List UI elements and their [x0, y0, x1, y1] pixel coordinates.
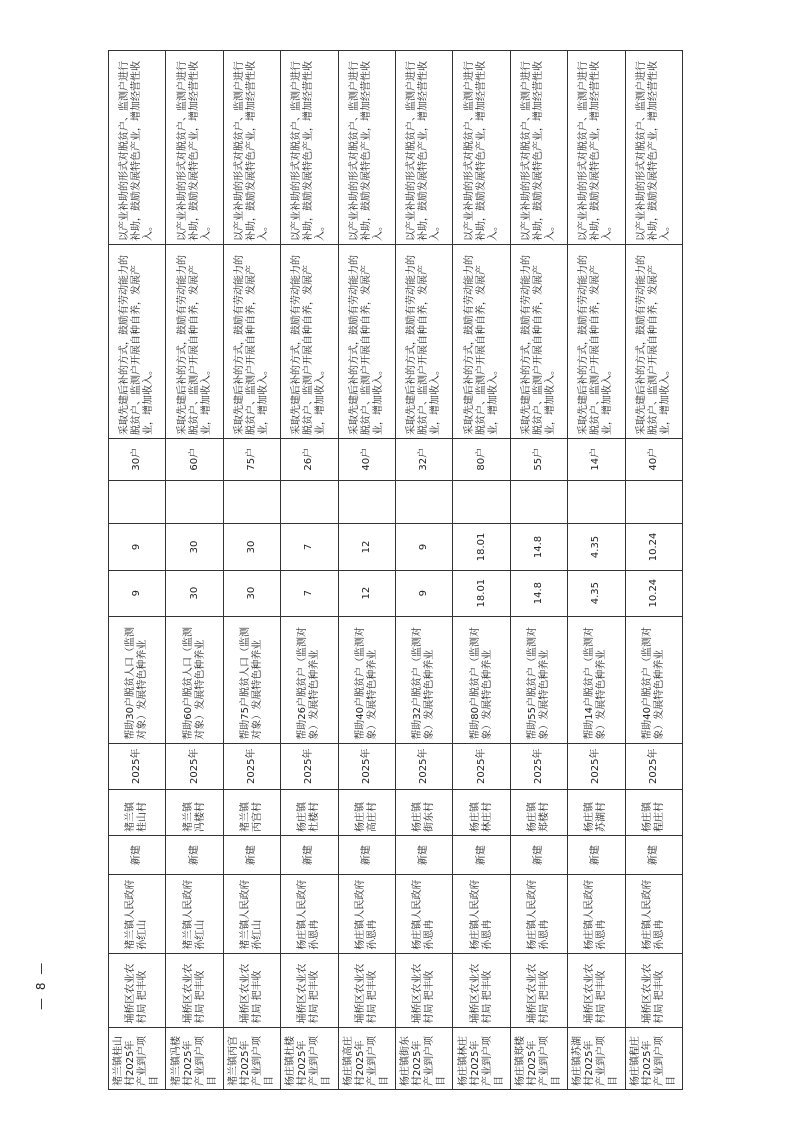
total-investment-cell: 12 — [338, 570, 395, 616]
construction-content-cell: 帮助40户脱贫户（监测对象）发展特色种养业 — [338, 616, 395, 743]
benefit-mechanism-cell: 采取先建后补的方式，鼓励有劳动能力的脱贫户、监测户开展自种自养，发展产业，增加收入。 — [625, 245, 682, 439]
supervising-dept-cell: 埇桥区农业农村局 把丰收 — [453, 953, 510, 1027]
other-fund-cell — [109, 480, 166, 524]
other-fund-cell — [625, 480, 682, 524]
construction-type-cell: 新建 — [453, 836, 510, 875]
performance-goal-cell: 以产业补助的形式对脱贫户、监测户进行补助，鼓励发展特色产业，增加经营性收入。 — [568, 51, 625, 245]
construction-type-cell: 新建 — [510, 836, 567, 875]
construction-content-cell: 帮助14户脱贫户（监测对象）发展特色种养业 — [568, 616, 625, 743]
construction-type-cell: 新建 — [625, 836, 682, 875]
benefit-mechanism-cell: 采取先建后补的方式，鼓励有劳动能力的脱贫户、监测户开展自种自养，发展产业，增加收入。 — [453, 245, 510, 439]
completion-year-cell: 2025年 — [109, 743, 166, 789]
project-name-cell: 褚兰镇桂山村2025年产业到户项目 — [109, 1027, 166, 1089]
beneficiaries-cell: 32户 — [395, 438, 452, 480]
location-cell: 杨庄镇街东村 — [395, 789, 452, 835]
total-investment-cell: 14.8 — [510, 570, 567, 616]
table-row — [166, 51, 223, 1090]
construction-content-cell: 帮助40户脱贫户（监测对象）发展特色种养业 — [625, 616, 682, 743]
fiscal-fund-cell: 9 — [395, 524, 452, 570]
project-name-cell: 褚兰镇冯楼村2025年产业到户项目 — [166, 1027, 223, 1089]
project-name-cell: 杨庄镇林庄村2025年产业到户项目 — [453, 1027, 510, 1089]
completion-year-cell: 2025年 — [281, 743, 338, 789]
completion-year-cell: 2025年 — [223, 743, 280, 789]
beneficiaries-cell: 75户 — [223, 438, 280, 480]
table-row — [510, 51, 567, 1090]
performance-goal-cell: 以产业补助的形式对脱贫户、监测户进行补助，鼓励发展特色产业，增加经营性收入。 — [166, 51, 223, 245]
performance-goal-cell: 以产业补助的形式对脱贫户、监测户进行补助，鼓励发展特色产业，增加经营性收入。 — [625, 51, 682, 245]
supervising-dept-cell: 埇桥区农业农村局 把丰收 — [510, 953, 567, 1027]
total-investment-cell: 30 — [223, 570, 280, 616]
supervising-dept-cell: 埇桥区农业农村局 把丰收 — [395, 953, 452, 1027]
total-investment-cell: 9 — [395, 570, 452, 616]
other-fund-cell — [166, 480, 223, 524]
project-name-cell: 杨庄镇郑楼村2025年产业到户项目 — [510, 1027, 567, 1089]
other-fund-cell — [223, 480, 280, 524]
completion-year-cell: 2025年 — [395, 743, 452, 789]
fiscal-fund-cell: 4.35 — [568, 524, 625, 570]
supervising-dept-cell: 埇桥区农业农村局 把丰收 — [568, 953, 625, 1027]
location-cell: 褚兰镇冯楼村 — [166, 789, 223, 835]
construction-type-cell: 新建 — [166, 836, 223, 875]
performance-goal-cell: 以产业补助的形式对脱贫户、监测户进行补助，鼓励发展特色产业，增加经营性收入。 — [109, 51, 166, 245]
table-row — [395, 51, 452, 1090]
project-name-cell: 杨庄镇苏湖村2025年产业到户项目 — [568, 1027, 625, 1089]
other-fund-cell — [510, 480, 567, 524]
construction-content-cell: 帮助30户脱贫人口（监测对象）发展特色种养业 — [109, 616, 166, 743]
other-fund-cell — [453, 480, 510, 524]
construction-content-cell: 帮助80户脱贫户（监测对象）发展特色种养业 — [453, 616, 510, 743]
benefit-mechanism-cell: 采取先建后补的方式，鼓励有劳动能力的脱贫户、监测户开展自种自养，发展产业，增加收入。 — [281, 245, 338, 439]
location-cell: 杨庄镇程庄村 — [625, 789, 682, 835]
implementing-unit-cell: 杨庄镇人民政府孙恩冉 — [453, 875, 510, 954]
total-investment-cell: 30 — [166, 570, 223, 616]
implementing-unit-cell: 褚兰镇人民政府孙红山 — [166, 875, 223, 954]
beneficiaries-cell: 40户 — [625, 438, 682, 480]
benefit-mechanism-cell: 采取先建后补的方式，鼓励有劳动能力的脱贫户、监测户开展自种自养，发展产业，增加收入。 — [223, 245, 280, 439]
table-row — [281, 51, 338, 1090]
performance-goal-cell: 以产业补助的形式对脱贫户、监测户进行补助，鼓励发展特色产业，增加经营性收入。 — [338, 51, 395, 245]
supervising-dept-cell: 埇桥区农业农村局 把丰收 — [223, 953, 280, 1027]
beneficiaries-cell: 55户 — [510, 438, 567, 480]
performance-goal-cell: 以产业补助的形式对脱贫户、监测户进行补助，鼓励发展特色产业，增加经营性收入。 — [510, 51, 567, 245]
project-table — [108, 50, 683, 1090]
table-row — [338, 51, 395, 1090]
project-name-cell: 杨庄镇高庄村2025年产业到户项目 — [338, 1027, 395, 1089]
table-row — [568, 51, 625, 1090]
supervising-dept-cell: 埇桥区农业农村局 把丰收 — [109, 953, 166, 1027]
table-row — [109, 51, 166, 1090]
implementing-unit-cell: 褚兰镇人民政府孙红山 — [223, 875, 280, 954]
location-cell: 杨庄镇高庄村 — [338, 789, 395, 835]
project-name-cell: 杨庄镇街东村2025年产业到户项目 — [395, 1027, 452, 1089]
fiscal-fund-cell: 7 — [281, 524, 338, 570]
total-investment-cell: 7 — [281, 570, 338, 616]
benefit-mechanism-cell: 采取先建后补的方式，鼓励有劳动能力的脱贫户、监测户开展自种自养，发展产业，增加收入。 — [395, 245, 452, 439]
location-cell: 褚兰镇桂山村 — [109, 789, 166, 835]
construction-content-cell: 帮助75户脱贫人口（监测对象）发展特色种养业 — [223, 616, 280, 743]
table-row — [453, 51, 510, 1090]
total-investment-cell: 4.35 — [568, 570, 625, 616]
project-name-cell: 杨庄镇程庄村2025年产业到户项目 — [625, 1027, 682, 1089]
construction-content-cell: 帮助26户脱贫户（监测对象）发展特色种养业 — [281, 616, 338, 743]
construction-type-cell: 新建 — [338, 836, 395, 875]
total-investment-cell: 18.01 — [453, 570, 510, 616]
page-number: — 8 — — [34, 960, 48, 1010]
performance-goal-cell: 以产业补助的形式对脱贫户、监测户进行补助，鼓励发展特色产业，增加经营性收入。 — [223, 51, 280, 245]
completion-year-cell: 2025年 — [338, 743, 395, 789]
total-investment-cell: 9 — [109, 570, 166, 616]
implementing-unit-cell: 杨庄镇人民政府孙恩冉 — [281, 875, 338, 954]
benefit-mechanism-cell: 采取先建后补的方式，鼓励有劳动能力的脱贫户、监测户开展自种自养，发展产业，增加收入。 — [166, 245, 223, 439]
construction-content-cell: 帮助55户脱贫户（监测对象）发展特色种养业 — [510, 616, 567, 743]
project-name-cell: 褚兰镇丙宫村2025年产业到户项目 — [223, 1027, 280, 1089]
implementing-unit-cell: 杨庄镇人民政府孙恩冉 — [568, 875, 625, 954]
construction-type-cell: 新建 — [281, 836, 338, 875]
beneficiaries-cell: 26户 — [281, 438, 338, 480]
fiscal-fund-cell: 10.24 — [625, 524, 682, 570]
location-cell: 杨庄镇苏湖村 — [568, 789, 625, 835]
other-fund-cell — [568, 480, 625, 524]
supervising-dept-cell: 埇桥区农业农村局 把丰收 — [625, 953, 682, 1027]
beneficiaries-cell: 60户 — [166, 438, 223, 480]
project-name-cell: 杨庄镇杜楼村2025年产业到户项目 — [281, 1027, 338, 1089]
construction-type-cell: 新建 — [568, 836, 625, 875]
benefit-mechanism-cell: 采取先建后补的方式，鼓励有劳动能力的脱贫户、监测户开展自种自养，发展产业，增加收入。 — [338, 245, 395, 439]
location-cell: 褚兰镇丙宫村 — [223, 789, 280, 835]
performance-goal-cell: 以产业补助的形式对脱贫户、监测户进行补助，鼓励发展特色产业，增加经营性收入。 — [395, 51, 452, 245]
supervising-dept-cell: 埇桥区农业农村局 把丰收 — [338, 953, 395, 1027]
implementing-unit-cell: 杨庄镇人民政府孙恩冉 — [625, 875, 682, 954]
fiscal-fund-cell: 18.01 — [453, 524, 510, 570]
implementing-unit-cell: 褚兰镇人民政府孙红山 — [109, 875, 166, 954]
fiscal-fund-cell: 12 — [338, 524, 395, 570]
supervising-dept-cell: 埇桥区农业农村局 把丰收 — [166, 953, 223, 1027]
table-row — [223, 51, 280, 1090]
construction-type-cell: 新建 — [223, 836, 280, 875]
beneficiaries-cell: 14户 — [568, 438, 625, 480]
benefit-mechanism-cell: 采取先建后补的方式，鼓励有劳动能力的脱贫户、监测户开展自种自养，发展产业，增加收入。 — [568, 245, 625, 439]
completion-year-cell: 2025年 — [510, 743, 567, 789]
other-fund-cell — [338, 480, 395, 524]
completion-year-cell: 2025年 — [625, 743, 682, 789]
performance-goal-cell: 以产业补助的形式对脱贫户、监测户进行补助，鼓励发展特色产业，增加经营性收入。 — [281, 51, 338, 245]
fiscal-fund-cell: 30 — [166, 524, 223, 570]
fiscal-fund-cell: 9 — [109, 524, 166, 570]
total-investment-cell: 10.24 — [625, 570, 682, 616]
implementing-unit-cell: 杨庄镇人民政府孙恩冉 — [338, 875, 395, 954]
location-cell: 杨庄镇郑楼村 — [510, 789, 567, 835]
construction-type-cell: 新建 — [109, 836, 166, 875]
project-table-body — [109, 51, 683, 1090]
benefit-mechanism-cell: 采取先建后补的方式，鼓励有劳动能力的脱贫户、监测户开展自种自养，发展产业，增加收入。 — [510, 245, 567, 439]
beneficiaries-cell: 40户 — [338, 438, 395, 480]
location-cell: 杨庄镇杜楼村 — [281, 789, 338, 835]
other-fund-cell — [281, 480, 338, 524]
benefit-mechanism-cell: 采取先建后补的方式，鼓励有劳动能力的脱贫户、监测户开展自种自养，发展产业，增加收入。 — [109, 245, 166, 439]
fiscal-fund-cell: 14.8 — [510, 524, 567, 570]
other-fund-cell — [395, 480, 452, 524]
supervising-dept-cell: 埇桥区农业农村局 把丰收 — [281, 953, 338, 1027]
completion-year-cell: 2025年 — [166, 743, 223, 789]
construction-content-cell: 帮助32户脱贫户（监测对象）发展特色种养业 — [395, 616, 452, 743]
performance-goal-cell: 以产业补助的形式对脱贫户、监测户进行补助，鼓励发展特色产业，增加经营性收入。 — [453, 51, 510, 245]
completion-year-cell: 2025年 — [568, 743, 625, 789]
rotated-table-page — [108, 50, 683, 1090]
construction-content-cell: 帮助60户脱贫人口（监测对象）发展特色种养业 — [166, 616, 223, 743]
fiscal-fund-cell: 30 — [223, 524, 280, 570]
implementing-unit-cell: 杨庄镇人民政府孙恩冉 — [395, 875, 452, 954]
beneficiaries-cell: 30户 — [109, 438, 166, 480]
implementing-unit-cell: 杨庄镇人民政府孙恩冉 — [510, 875, 567, 954]
table-row — [625, 51, 682, 1090]
completion-year-cell: 2025年 — [453, 743, 510, 789]
beneficiaries-cell: 80户 — [453, 438, 510, 480]
construction-type-cell: 新建 — [395, 836, 452, 875]
location-cell: 杨庄镇林庄村 — [453, 789, 510, 835]
